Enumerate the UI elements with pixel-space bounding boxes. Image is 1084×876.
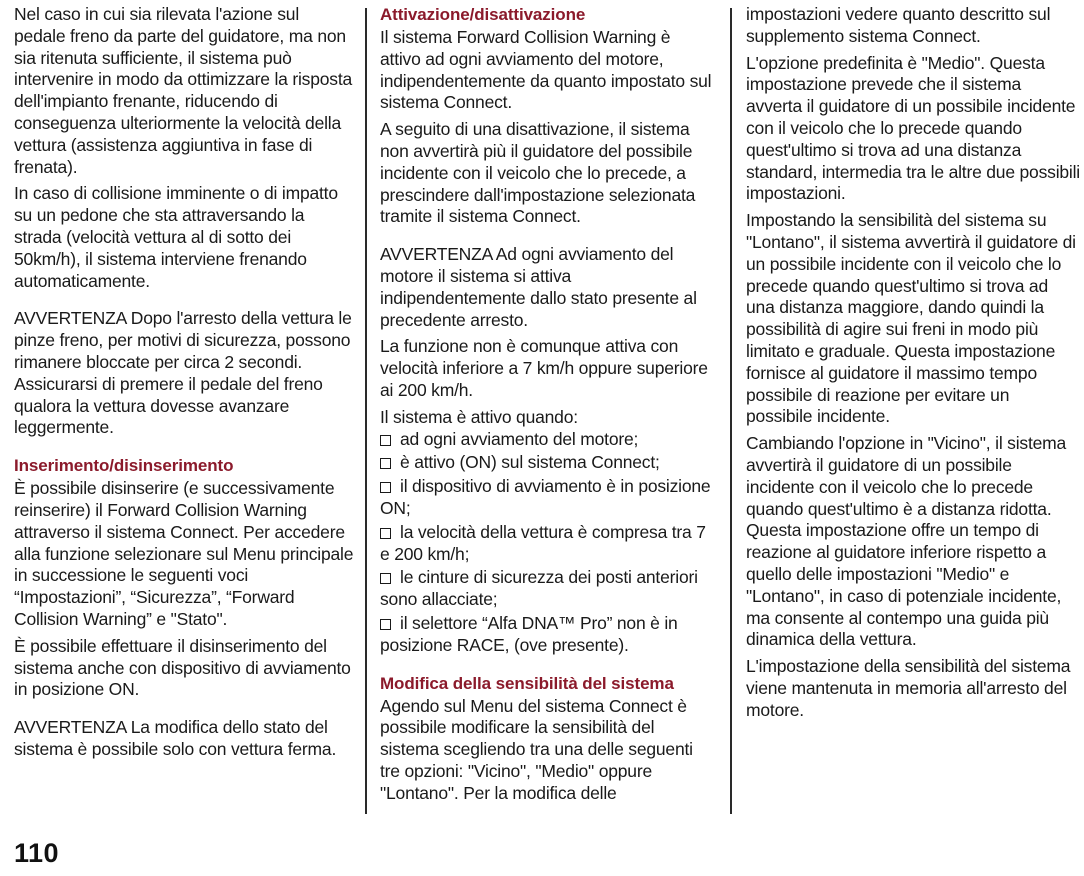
page-number: 110 <box>14 838 60 868</box>
column-divider-right <box>730 8 732 814</box>
list-item: le cinture di sicurezza dei posti anteriori sono allacciate; <box>380 567 698 610</box>
list-item: il selettore “Alfa DNA™ Pro” non è in posizione RACE, (ove presente). <box>380 612 678 655</box>
checkbox-square-icon <box>380 435 391 446</box>
heading-modifica-sensibilita: Modifica della sensibilità del sistema <box>380 673 674 693</box>
heading-attivazione: Attivazione/disattivazione <box>380 5 586 24</box>
list-item: ad ogni avviamento del motore; <box>380 429 715 451</box>
checkbox-square-icon <box>380 619 391 630</box>
warning-stato-sistema: AVVERTENZA La modifica dello stato del sistema è possibile solo con vettura ferma. <box>14 717 337 759</box>
paragraph-collision-pedestrian: In caso di collisione imminente o di impatto su un pedone che sta attraversando la strada (velocità vettura al di sotto dei 50km/h), il sistema interviene frenando automaticamente. <box>14 183 338 291</box>
checkbox-square-icon <box>380 573 391 584</box>
paragraph-opzione-medio: L'opzione predefinita è "Medio". Questa impostazione prevede che il sistema avverta il guidatore di un possibile incidente con il veicolo che lo precede quando quest'ultimo si trova ad una distanza standard, intermedia tra le altre due possibili impostazioni. <box>746 52 1080 204</box>
warning-avviamento: AVVERTENZA Ad ogni avviamento del motore il sistema si attiva indipendentemente dallo stato presente al precedente arresto. <box>380 244 697 330</box>
paragraph-velocita: La funzione non è comunque attiva con velocità inferiore a 7 km/h oppure superiore ai 200 km/h. <box>380 336 708 400</box>
paragraph-attivo-avviamento: Il sistema Forward Collision Warning è attivo ad ogni avviamento del motore, indipendentemente da quanto impostato sul sistema Connect. <box>380 27 712 113</box>
column-right <box>746 4 1080 727</box>
paragraph-modifica-sensibilita: Agendo sul Menu del sistema Connect è possibile modificare la sensibilità del sistema scegliendo tra una delle seguenti tre opzioni: "Vicino", "Medio" oppure "Lontano". Per la modifica delle <box>380 695 693 803</box>
warning-brake-calipers: AVVERTENZA Dopo l'arresto della vettura le pinze freno, per motivi di sicurezza, possono rimanere bloccate per circa 2 secondi. Assicurarsi di premere il pedale del freno qualora la vettura dovesse avanzare leggermente. <box>14 308 352 438</box>
paragraph-opzione-lontano: Impostando la sensibilità del sistema su "Lontano", il sistema avvertirà il guidatore di un possibile incidente con il veicolo che lo precede quando quest'ultimo si trova ad una distanza maggiore, dando quindi la possibilità di agire sui freni in modo più limitato e graduale. Questa impostazione fornisce al guidatore il massimo tempo possibile di reazione per evitare un possibile incidente. <box>746 210 1076 427</box>
column-middle <box>380 4 715 810</box>
paragraph-disinserire: È possibile disinserire (e successivamente reinserire) il Forward Collision Warning attraverso il sistema Connect. Per accedere alla funzione selezionare sul Menu principale in successione le seguenti voci “Impostazioni”, “Sicurezza”, “Forward Collision Warning” e "Stato". <box>14 478 354 629</box>
column-left <box>14 4 354 766</box>
paragraph-disattivazione: A seguito di una disattivazione, il sistema non avvertirà più il guidatore del possibile incidente con il veicolo che lo precede, a prescindere dall'impostazione selezionata tramite il sistema Connect. <box>380 119 696 227</box>
heading-inserimento: Inserimento/disinserimento <box>14 456 234 476</box>
paragraph-disinserimento-on: È possibile effettuare il disinserimento del sistema anche con dispositivo di avviamento in posizione ON. <box>14 635 351 700</box>
list-item: la velocità della vettura è compresa tra 7 e 200 km/h; <box>380 521 706 564</box>
checkbox-square-icon <box>380 528 391 539</box>
list-item: è attivo (ON) sul sistema Connect; <box>380 452 715 474</box>
paragraph-opzione-vicino: Cambiando l'opzione in "Vicino", il sistema avvertirà il guidatore di un possibile incidente con il veicolo che lo precede quando quest'ultimo è a distanza ridotta. Questa impostazione offre un tempo di reazione al guidatore inferiore rispetto a quello delle impostazioni "Medio" e "Lontano", in caso di potenziale incidente, ma consente al contempo una guida più dinamica della vettura. <box>746 433 1067 650</box>
paragraph-impostazioni-connect: impostazioni vedere quanto descritto sul supplemento sistema Connect. <box>746 4 1051 46</box>
checkbox-square-icon <box>380 458 391 469</box>
paragraph-brake-assist: Nel caso in cui sia rilevata l'azione sul pedale freno da parte del guidatore, ma non sia ritenuta sufficiente, il sistema può intervenire in modo da ottimizzare la risposta dell'impianto frenante, riducendo di conseguenza ulteriormente la velocità della vettura (assistenza aggiuntiva in fase di frenata). <box>14 4 353 177</box>
column-divider-left <box>365 8 367 814</box>
paragraph-memoria: L'impostazione della sensibilità del sistema viene mantenuta in memoria all'arresto del motore. <box>746 656 1071 720</box>
list-item: il dispositivo di avviamento è in posizione ON; <box>380 476 711 518</box>
checkbox-square-icon <box>380 482 391 493</box>
paragraph-attivo-quando: Il sistema è attivo quando: <box>380 406 578 427</box>
